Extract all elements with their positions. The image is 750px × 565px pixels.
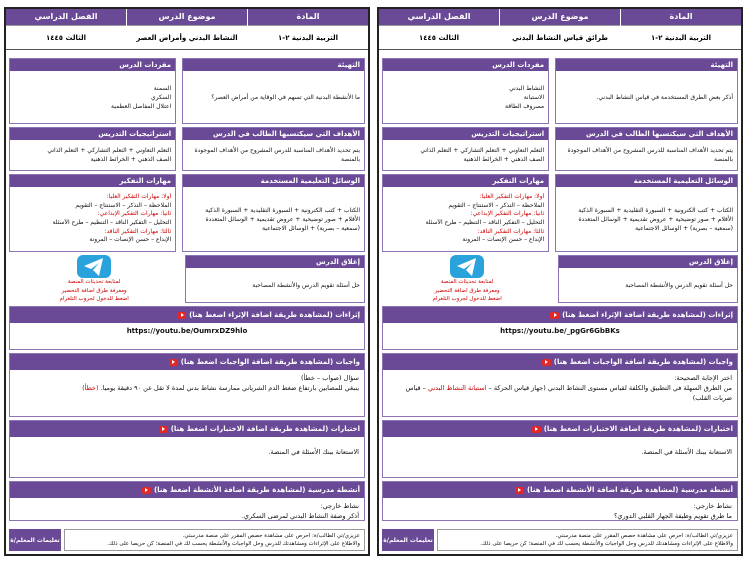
media-item: (سمعية – بصرية) + الوسائل الاجتماعية bbox=[635, 224, 733, 232]
sheet-header bbox=[6, 9, 368, 50]
media-box bbox=[555, 174, 738, 252]
thinking-line: أولا: مهارات التفكير العليا: bbox=[106, 192, 172, 200]
strategy-item: الصف الذهني + الخرائط الذهنية bbox=[463, 156, 545, 163]
intro-box bbox=[182, 58, 365, 124]
footer-note: عزيزي/تي الطالب/ة: احرص على مشاهدة حصص المقرر على منصة مدرستي. والاطلاع على الإثراءات ومشاهدتك للدرس وحل الواجبات والأنشطة يحسب لك في المنصة؛ كن حريصا على ذلك. bbox=[64, 529, 365, 551]
sheet-body bbox=[9, 58, 365, 524]
homework-box bbox=[382, 353, 738, 417]
objectives-title: الأهداف التي سيكتسبها الطالب في الدرس bbox=[556, 128, 737, 140]
media-item: الأقلام + صور توضيحية + عروض تقديمية + الوسائل المتعددة bbox=[578, 215, 733, 223]
thinking-line: التحليل – التفكير الناقد – التنظيم – طرح الأسئلة bbox=[52, 219, 172, 226]
homework-line: ينبغي للمصابين بارتفاع ضغط الدم الشرياني ممارسة نشاط بدني لمدة لا تقل عن ٩٠ دقيقة يوميا. (خطأ) bbox=[82, 384, 359, 393]
promo-line: اضغط للدخول لجروب التلغرام bbox=[59, 295, 129, 302]
header-subject-label: المادة bbox=[621, 9, 741, 25]
vocab-item: اعتلال المفاصل العظمية bbox=[111, 102, 172, 110]
intro-title: التهيئة bbox=[183, 59, 364, 71]
activities-title[interactable]: أنشطة مدرسية (لمشاهدة طريقة اضافة الأنشطة اضغط هنا) bbox=[526, 486, 733, 494]
activity-line: ما طرق تقويم وظيفة الجهاز القلبي الدوري؟ bbox=[613, 512, 732, 521]
enrichment-box bbox=[9, 306, 365, 350]
teacher-instructions-button[interactable]: تعليمات المعلم/ة bbox=[382, 529, 434, 551]
strategy-item: التعلم التعاوني + التعلم التشاركي + التعلم الذاتي bbox=[47, 147, 172, 154]
header-topic bbox=[499, 9, 620, 49]
closing-box bbox=[558, 255, 738, 303]
activities-box bbox=[382, 481, 738, 521]
vocab-item: مصروف الطاقة bbox=[505, 102, 545, 110]
media-box bbox=[182, 174, 365, 252]
homework-box bbox=[9, 353, 365, 417]
thinking-line: الملاحظة – التذكر – الاستنتاج – التقويم bbox=[448, 201, 545, 209]
thinking-line: ثانيا: مهارات التفكير الإبداعي: bbox=[97, 210, 172, 218]
homework-line: من الطرق السهلة في التطبيق والكلفة لقياس مستوى النشاط البدني (جهاز قياس الحركة – استبانة النشاط البدني – قياس ضربات القلب) bbox=[405, 384, 732, 403]
objectives-box bbox=[182, 127, 365, 171]
header-topic-label: موضوع الدرس bbox=[500, 9, 620, 25]
header-topic-value: النشاط البدني وأمراض العصر bbox=[127, 25, 247, 49]
media-title: الوسائل التعليمية المستخدمة bbox=[556, 175, 737, 187]
telegram-icon[interactable] bbox=[77, 255, 111, 278]
homework-answer: (خطأ) bbox=[82, 384, 99, 393]
activities-box bbox=[9, 481, 365, 521]
media-item: (سمعية – بصرية) + الوسائل الاجتماعية bbox=[262, 224, 360, 232]
youtube-icon[interactable] bbox=[177, 312, 186, 319]
strategy-item: الصف الذهني + الخرائط الذهنية bbox=[90, 156, 172, 163]
youtube-icon[interactable] bbox=[550, 312, 559, 319]
promo-line: ومعرفة طرق اضافة التحضير bbox=[434, 287, 500, 294]
thinking-line: الإبداع – حسن الإنصات – المرونة bbox=[89, 236, 172, 244]
header-subject-value: التربية البدنية ٢-١ bbox=[621, 25, 741, 49]
intro-title: التهيئة bbox=[556, 59, 737, 71]
objectives-text: يتم تحديد الأهداف المناسبة للدرس المشروح من الأهداف الموجودة بالمنصة bbox=[567, 147, 733, 163]
enrichment-box bbox=[382, 306, 738, 350]
strategies-title: استراتيجيات التدريس bbox=[383, 128, 548, 140]
media-item: الأقلام + صور توضيحية + عروض تقديمية + الوسائل المتعددة bbox=[205, 215, 360, 223]
strategies-title: استراتيجيات التدريس bbox=[10, 128, 175, 140]
promo-line: لمتابعة تحديثات المنصة bbox=[67, 279, 121, 286]
footer-note: عزيزي/تي الطالب/ة: احرص على مشاهدة حصص المقرر على منصة مدرستي. والاطلاع على الإثراءات ومشاهدتك للدرس وحل الواجبات والأنشطة يحسب لك في المنصة؛ كن حريصا على ذلك. bbox=[437, 529, 738, 551]
closing-text: حل أسئلة تقويم الدرس والأنشطة المصاحبة bbox=[625, 281, 733, 289]
tests-box bbox=[382, 420, 738, 478]
vocab-title: مفردات الدرس bbox=[383, 59, 548, 71]
closing-box bbox=[185, 255, 365, 303]
header-subject-value: التربية البدنية ٢-١ bbox=[248, 25, 368, 49]
header-topic-value: طرائق قياس النشاط البدني bbox=[500, 25, 620, 49]
thinking-line: ثالثا: مهارات التفكير الناقد: bbox=[477, 227, 545, 235]
intro-text: أذكر بعض الطرق المستخدمة في قياس النشاط البدني. bbox=[596, 93, 733, 101]
tests-text: الاستعانة ببنك الأسئلة في المنصة. bbox=[268, 448, 359, 456]
strategy-item: التعلم التعاوني + التعلم التشاركي + التعلم الذاتي bbox=[420, 147, 545, 154]
vocab-box bbox=[382, 58, 549, 124]
intro-box bbox=[555, 58, 738, 124]
vocab-box bbox=[9, 58, 176, 124]
thinking-line: ثانيا: مهارات التفكير الإبداعي: bbox=[470, 210, 545, 218]
sheet-body bbox=[382, 58, 738, 524]
header-semester-value: الثالث ١٤٤٥ bbox=[379, 25, 499, 49]
media-item: الكتاب + كتب الكترونية + السبورة التقليدية + السبورة الذكية bbox=[578, 206, 733, 214]
thinking-title: مهارات التفكير bbox=[383, 175, 548, 187]
teacher-instructions-button[interactable]: تعليمات المعلم/ة bbox=[9, 529, 61, 551]
objectives-text: يتم تحديد الأهداف المناسبة للدرس المشروح من الأهداف الموجودة بالمنصة bbox=[194, 147, 360, 163]
enrichment-url[interactable]: https://youtu.be/_pgGr6GbBKs bbox=[500, 327, 620, 335]
header-semester-value: الثالث ١٤٤٥ bbox=[6, 25, 126, 49]
thinking-line: أولا: مهارات التفكير العليا: bbox=[479, 192, 545, 200]
thinking-line: ثالثا: مهارات التفكير الناقد: bbox=[104, 227, 172, 235]
homework-line: سؤال (صواب – خطأ) bbox=[301, 374, 359, 382]
tests-box bbox=[9, 420, 365, 478]
sheet-header bbox=[379, 9, 741, 50]
tests-title[interactable]: اختبارات (لمشاهدة طريقة اضافة الاختبارات اضغط هنا) bbox=[170, 425, 360, 433]
thinking-title: مهارات التفكير bbox=[10, 175, 175, 187]
thinking-line: الإبداع – حسن الإنصات – المرونة bbox=[462, 236, 545, 244]
header-subject-label: المادة bbox=[248, 9, 368, 25]
homework-answer: استبانة النشاط البدني bbox=[427, 384, 487, 393]
activity-line: أذكر وصفة النشاط البدني لمرضى السكري. bbox=[241, 512, 359, 521]
homework-title[interactable]: واجبات (لمشاهدة طريقة اضافة الواجبات اضغط هنا) bbox=[180, 358, 360, 366]
youtube-icon[interactable] bbox=[159, 426, 168, 433]
media-item: الكتاب + كتب الكترونية + السبورة التقليدية + السبورة الذكية bbox=[205, 206, 360, 214]
thinking-box bbox=[9, 174, 176, 252]
homework-title[interactable]: واجبات (لمشاهدة طريقة اضافة الواجبات اضغط هنا) bbox=[553, 358, 733, 366]
header-subject bbox=[620, 9, 741, 49]
strategies-box bbox=[382, 127, 549, 171]
thinking-line: التحليل – التفكير الناقد – التنظيم – طرح الأسئلة bbox=[425, 219, 545, 226]
sheet-footer bbox=[382, 529, 738, 551]
telegram-icon[interactable] bbox=[450, 255, 484, 278]
tests-title[interactable]: اختبارات (لمشاهدة طريقة اضافة الاختبارات اضغط هنا) bbox=[543, 425, 733, 433]
enrichment-url[interactable]: https://youtu.be/OumrxDZ9hlo bbox=[126, 327, 248, 335]
closing-title: إغلاق الدرس bbox=[186, 256, 364, 268]
telegram-promo[interactable] bbox=[9, 255, 179, 303]
promo-line: ومعرفة طرق اضافة التحضير bbox=[61, 287, 127, 294]
youtube-icon[interactable] bbox=[142, 487, 151, 494]
promo-line: لمتابعة تحديثات المنصة bbox=[440, 279, 494, 286]
header-subject bbox=[247, 9, 368, 49]
thinking-line: الملاحظة – التذكر – الاستنتاج – التقويم bbox=[75, 201, 172, 209]
vocab-item: السكري bbox=[150, 93, 172, 101]
promo-line: اضغط للدخول لجروب التلغرام bbox=[432, 295, 502, 302]
objectives-title: الأهداف التي سيكتسبها الطالب في الدرس bbox=[183, 128, 364, 140]
activities-title[interactable]: أنشطة مدرسية (لمشاهدة طريقة اضافة الأنشطة اضغط هنا) bbox=[153, 486, 360, 494]
vocab-item: السمنة bbox=[153, 84, 172, 92]
lesson-sheet-2 bbox=[4, 7, 370, 556]
header-topic-label: موضوع الدرس bbox=[127, 9, 247, 25]
objectives-box bbox=[555, 127, 738, 171]
header-topic bbox=[126, 9, 247, 49]
closing-title: إغلاق الدرس bbox=[559, 256, 737, 268]
header-semester-label: الفصل الدراسي bbox=[379, 9, 499, 25]
tests-text: الاستعانة ببنك الأسئلة في المنصة. bbox=[641, 448, 732, 456]
youtube-icon[interactable] bbox=[515, 487, 524, 494]
telegram-promo[interactable] bbox=[382, 255, 552, 303]
header-semester bbox=[6, 9, 126, 49]
youtube-icon[interactable] bbox=[532, 426, 541, 433]
sheet-footer bbox=[9, 529, 365, 551]
lesson-sheet-1 bbox=[377, 7, 743, 556]
vocab-item: النشاط البدني bbox=[509, 84, 545, 92]
activity-line: نشاط خارجي: bbox=[693, 502, 732, 510]
youtube-icon[interactable] bbox=[542, 359, 551, 366]
enrichment-title[interactable]: إثراءات (لمشاهدة طريقة اضافة الإثراء اضغط هنا) bbox=[562, 311, 733, 319]
activity-line: نشاط خارجي: bbox=[320, 502, 359, 510]
closing-text: حل أسئلة تقويم الدرس والأنشطة المصاحبة bbox=[252, 281, 360, 289]
thinking-box bbox=[382, 174, 549, 252]
strategies-box bbox=[9, 127, 176, 171]
youtube-icon[interactable] bbox=[169, 359, 178, 366]
homework-line: اختر الإجابة الصحيحة: bbox=[674, 374, 732, 382]
vocab-title: مفردات الدرس bbox=[10, 59, 175, 71]
intro-text: ما الأنشطة البدنية التي تسهم في الوقاية من أمراض العصر؟ bbox=[211, 93, 360, 101]
media-title: الوسائل التعليمية المستخدمة bbox=[183, 175, 364, 187]
header-semester bbox=[379, 9, 499, 49]
header-semester-label: الفصل الدراسي bbox=[6, 9, 126, 25]
vocab-item: الاستبانة bbox=[523, 93, 545, 101]
enrichment-title[interactable]: إثراءات (لمشاهدة طريقة اضافة الإثراء اضغط هنا) bbox=[189, 311, 360, 319]
